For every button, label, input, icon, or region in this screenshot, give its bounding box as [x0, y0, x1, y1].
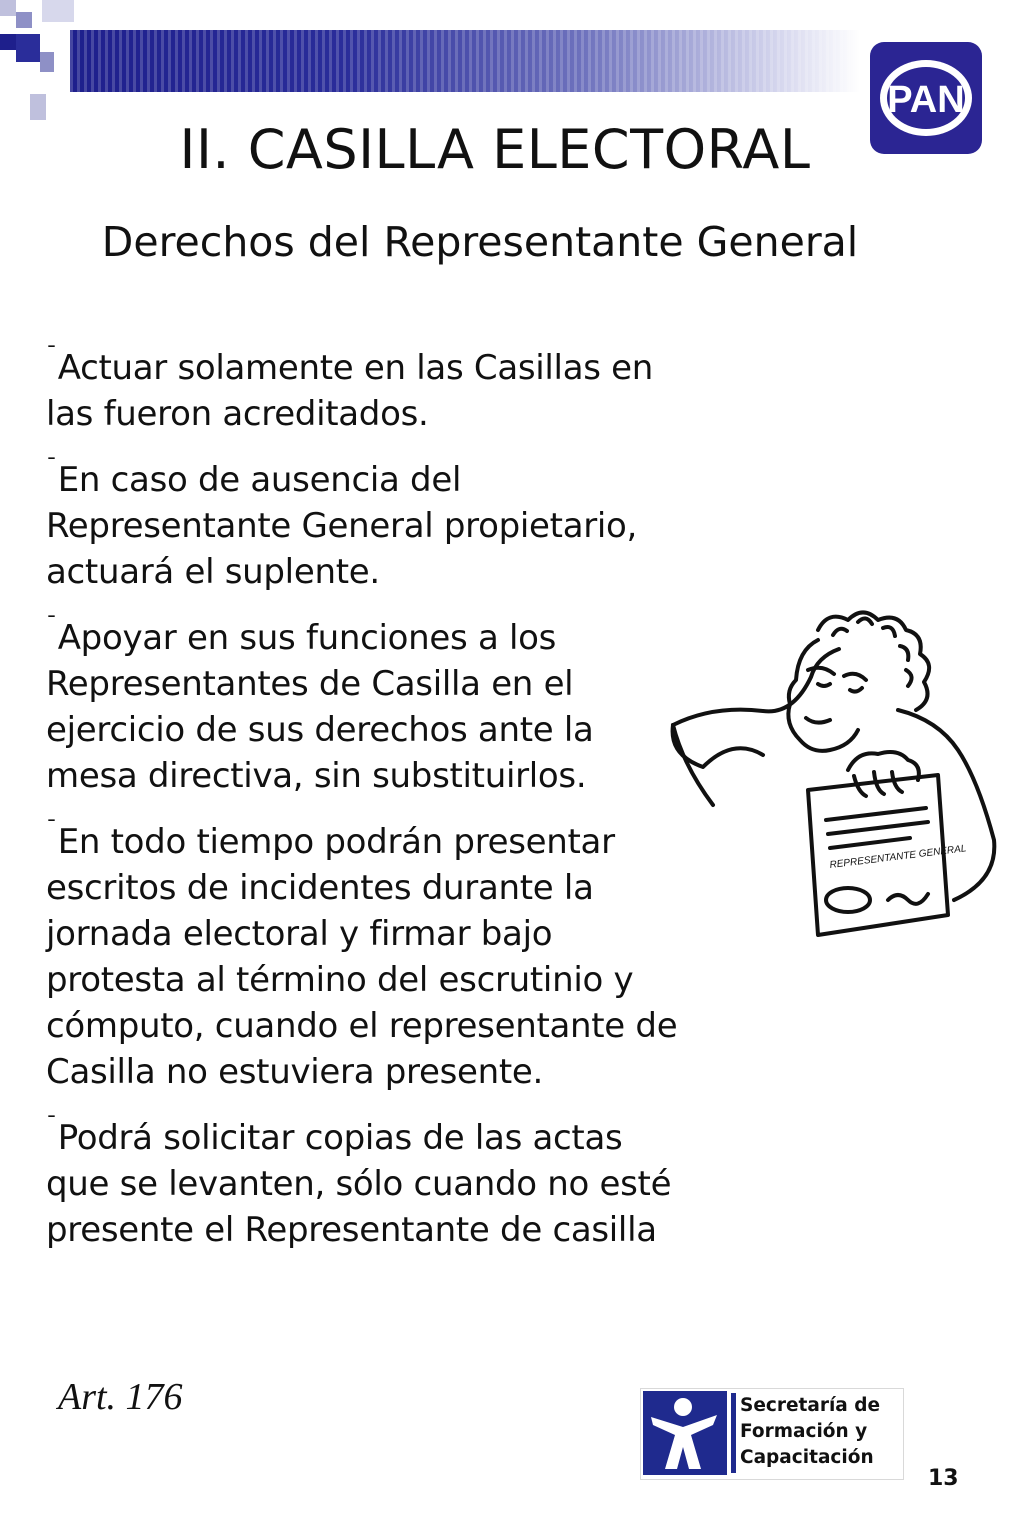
org-name-line: Formación y — [740, 1421, 868, 1442]
decor-square — [0, 0, 16, 16]
header-band — [70, 30, 860, 92]
list-item-text: En todo tiempo podrán presentar escritos de incidentes durante la jornada electoral y firmar bajo protesta al término del escrutinio y cómputo, cuando el representante de Casilla no estuviera presente. — [46, 822, 678, 1092]
rights-list — [46, 345, 686, 1273]
bullet-mark: ¯ — [46, 1113, 57, 1138]
page-number: 13 — [928, 1466, 959, 1491]
bullet-mark: ¯ — [46, 613, 57, 638]
person-figure-icon — [643, 1391, 727, 1475]
list-item — [46, 457, 686, 595]
decor-square — [16, 12, 32, 28]
org-name-line: Secretaría de — [740, 1395, 881, 1416]
list-item-text: Podrá solicitar copias de las actas que se levanten, sólo cuando no esté presente el Representante de casilla — [46, 1118, 672, 1250]
page-subtitle: Derechos del Representante General — [101, 218, 859, 266]
list-item — [46, 1115, 686, 1253]
logo-divider — [731, 1393, 736, 1473]
org-logo — [640, 1388, 904, 1480]
list-item — [46, 345, 686, 437]
list-item-text: Apoyar en sus funciones a los Representantes de Casilla en el ejercicio de sus derechos ante la mesa directiva, sin substituirlos. — [46, 618, 594, 796]
bullet-mark: ¯ — [46, 817, 57, 842]
frustrated-man-holding-document-icon — [668, 600, 1008, 950]
bullet-mark: ¯ — [46, 455, 57, 480]
decor-square — [30, 94, 46, 120]
org-name — [740, 1393, 880, 1471]
pan-logo-text: PAN — [887, 79, 965, 121]
list-item — [46, 615, 686, 799]
org-name-line: Capacitación — [740, 1447, 874, 1468]
decor-square — [40, 52, 54, 72]
article-reference: Art. 176 — [58, 1376, 183, 1418]
list-item — [46, 819, 686, 1095]
document-label: REPRESENTANTE GENERAL — [829, 843, 967, 871]
decor-square — [42, 0, 74, 22]
decor-square — [0, 34, 16, 50]
page-title: II. CASILLA ELECTORAL — [179, 118, 811, 181]
list-item-text: En caso de ausencia del Representante General propietario, actuará el suplente. — [46, 460, 638, 592]
bullet-mark: ¯ — [46, 343, 57, 368]
list-item-text: Actuar solamente en las Casillas en las fueron acreditados. — [46, 348, 654, 434]
decor-square — [16, 34, 40, 62]
